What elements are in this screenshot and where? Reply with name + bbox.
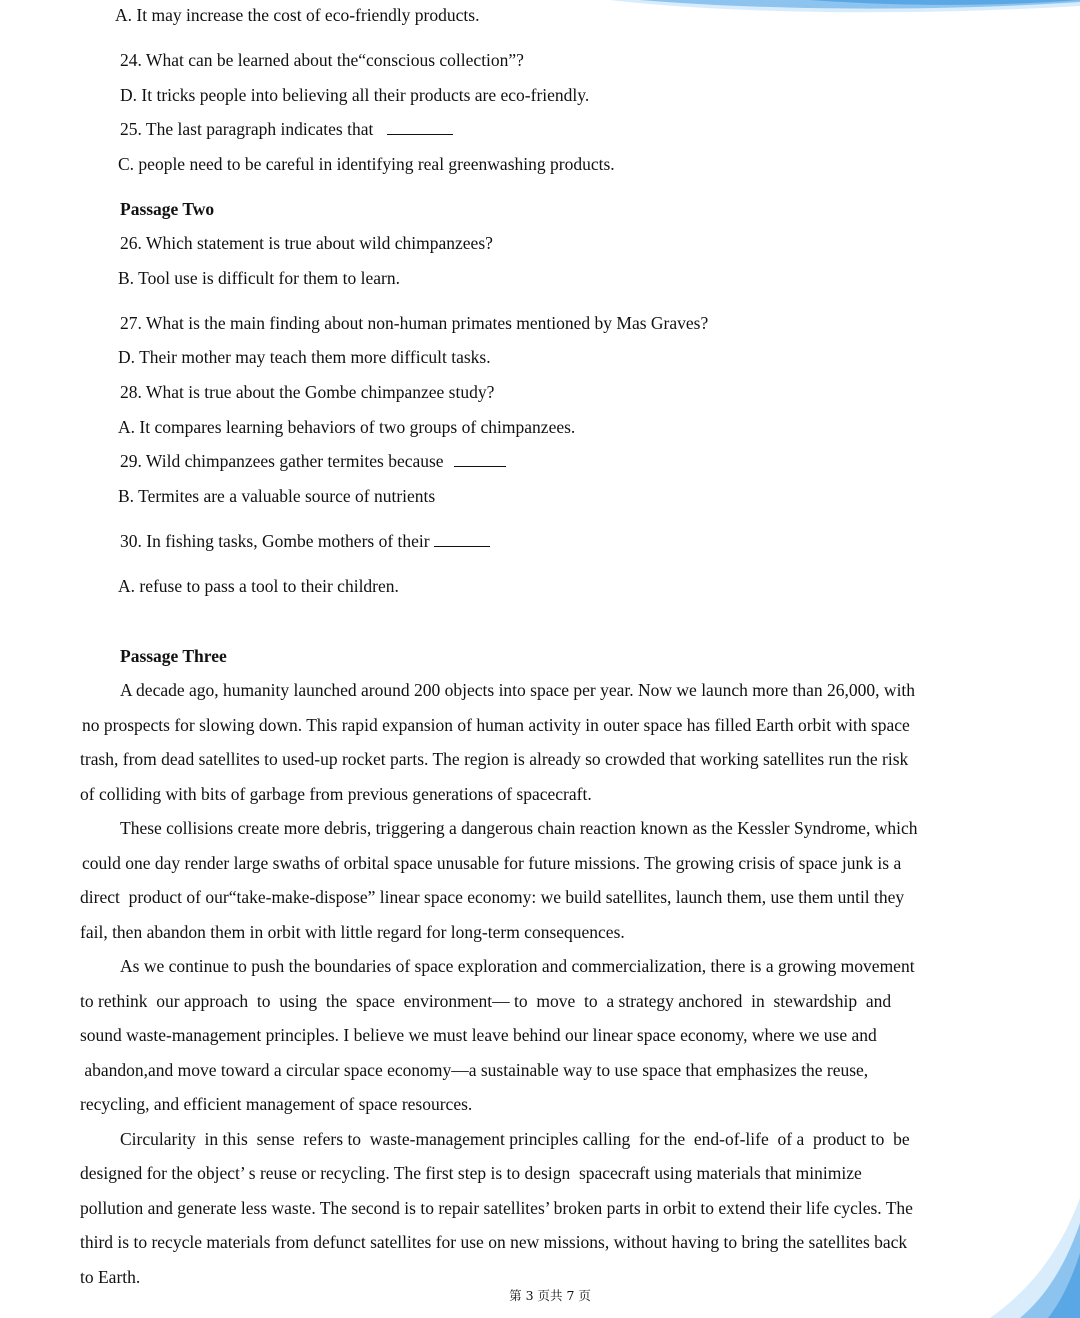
q29-option: B. Termites are a valuable source of nutrients [118,486,436,506]
passage-line: Circularity in this sense refers to waste-management principles calling for the end-of-life of a product to be [120,1129,910,1149]
q30-stem: 30. In fishing tasks, Gombe mothers of their [120,531,430,551]
passage-three-heading: Passage Three [120,646,227,666]
passage-line: designed for the object’ s reuse or recycling. The first step is to design spacecraft using materials that minimize [80,1163,862,1183]
passage-line: to rethink our approach to using the space environment— to move to a strategy anchored in stewardship and [80,991,892,1011]
top-right-decoration [610,0,1080,32]
q24-option: D. It tricks people into believing all their products are eco-friendly. [120,85,590,105]
passage-line: could one day render large swaths of orbital space unusable for future missions. The growing crisis of space junk is a [82,853,902,873]
q23-option: A. It may increase the cost of eco-friendly products. [115,5,480,25]
passage-line: third is to recycle materials from defunct satellites for use on new missions, without having to bring the satellites back [80,1232,908,1252]
answer-blank [454,451,506,467]
q27-stem: 27. What is the main finding about non-human primates mentioned by Mas Graves? [120,313,709,333]
q24-stem: 24. What can be learned about the“conscious collection”? [120,50,524,70]
q26-stem: 26. Which statement is true about wild chimpanzees? [120,233,493,253]
q25-line [120,118,453,140]
passage-line: direct product of our“take-make-dispose” linear space economy: we build satellites, launch them, use them until they [80,887,905,907]
q27-option: D. Their mother may teach them more difficult tasks. [118,347,491,367]
passage-line: recycling, and efficient management of space resources. [80,1094,473,1114]
passage-line: pollution and generate less waste. The second is to repair satellites’ broken parts in orbit to extend their life cycles. The [80,1198,913,1218]
q30-line [120,530,490,552]
passage-line: These collisions create more debris, triggering a dangerous chain reaction known as the Kessler Syndrome, which [120,818,918,838]
page-number: 第 3 页共 7 页 [509,1288,591,1303]
q28-option: A. It compares learning behaviors of two groups of chimpanzees. [118,417,576,437]
passage-line: As we continue to push the boundaries of space exploration and commercialization, there is a growing movement [120,956,915,976]
passage-two-heading: Passage Two [120,199,215,219]
answer-blank [387,119,453,135]
passage-line: no prospects for slowing down. This rapid expansion of human activity in outer space has filled Earth orbit with space [82,715,910,735]
passage-line: sound waste-management principles. I believe we must leave behind our linear space economy, where we use and [80,1025,877,1045]
q29-stem: 29. Wild chimpanzees gather termites because [120,451,444,471]
q30-option: A. refuse to pass a tool to their children. [118,576,399,596]
passage-line: trash, from dead satellites to used-up rocket parts. The region is already so crowded that working satellites run the risk [80,749,909,769]
passage-line: A decade ago, humanity launched around 200 objects into space per year. Now we launch more than 26,000, with [120,680,916,700]
passage-line: fail, then abandon them in orbit with little regard for long-term consequences. [80,922,625,942]
q25-option: C. people need to be careful in identifying real greenwashing products. [118,154,615,174]
passage-line: abandon,and move toward a circular space economy—a sustainable way to use space that emphasizes the reuse, [80,1060,869,1080]
q25-stem: 25. The last paragraph indicates that [120,119,374,139]
answer-blank [434,531,490,547]
q28-stem: 28. What is true about the Gombe chimpanzee study? [120,382,495,402]
passage-line: of colliding with bits of garbage from previous generations of spacecraft. [80,784,592,804]
q26-option: B. Tool use is difficult for them to learn. [118,268,400,288]
passage-line: to Earth. [80,1267,141,1287]
q29-line [120,450,506,472]
